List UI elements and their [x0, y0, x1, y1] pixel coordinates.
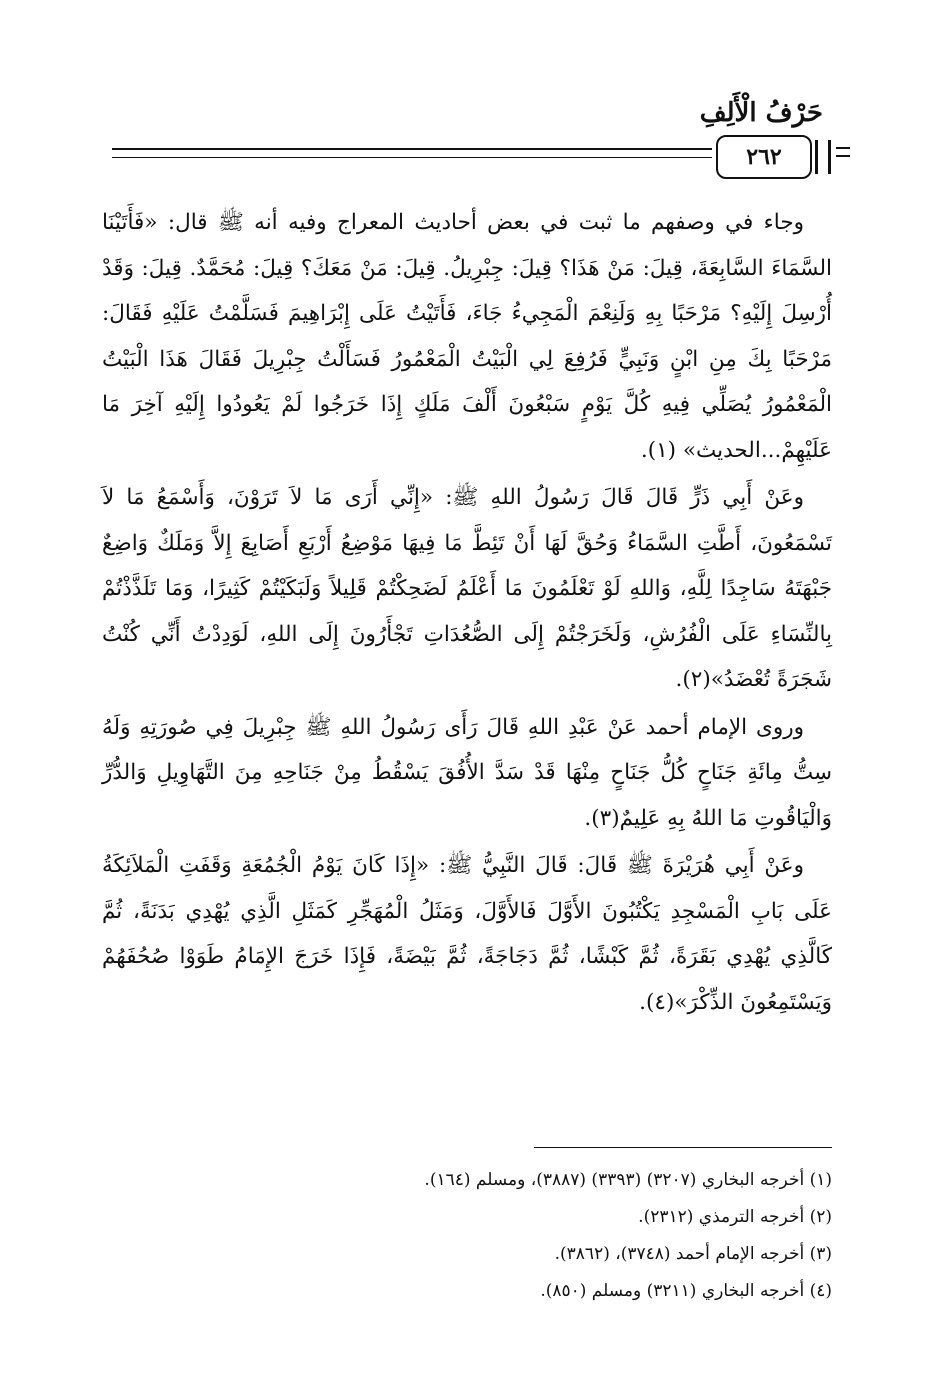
header-ornament-dash [836, 147, 850, 157]
paragraph: وعَنْ أَبِي هُرَيْرَةَ ﷺ قَالَ: قَالَ النَّبِيُّ ﷺ: «إِذَا كَانَ يَوْمُ الْجُمُعَةِ وَقَفَتِ الْمَلاَئِكَةُ عَلَى بَابِ الْمَسْجِدِ يَكْتُبُونَ الأَوَّلَ فَالأَوَّلَ، وَمَثَلُ الْمُهَجِّرِ كَمَثَلِ الَّذِي يُهْدِي بَدَنَةً، ثُمَّ كَالَّذِي يُهْدِي بَقَرَةً، ثُمَّ كَبْشًا، ثُمَّ دَجَاجَةً، ثُمَّ بَيْضَةً، فَإِذَا خَرَجَ الإِمَامُ طَوَوْا صُحُفَهُمْ وَيَسْتَمِعُونَ الذِّكْرَ»(٤). [102, 853, 832, 1015]
page-number-bars [815, 140, 831, 174]
header-rule-bottom [112, 157, 712, 158]
footnote-separator [534, 1147, 832, 1148]
running-title: حَرْفُ الْأَلِفِ [699, 98, 823, 128]
page-number: ٢٦٢ [716, 135, 812, 179]
header-rule-top [112, 148, 712, 150]
paragraph: وروى الإمام أحمد عَنْ عَبْدِ اللهِ قَالَ رَأَى رَسُولُ اللهِ ﷺ جِبْرِيلَ فِي صُورَتِهِ وَلَهُ سِتُّ مِائَةِ جَنَاحٍ كُلُّ جَنَاحٍ مِنْهَا قَدْ سَدَّ الأُفُقَ يَسْقُطُ مِنْ جَنَاحِهِ مِنَ التَّهَاوِيلِ وَالدُّرِّ وَالْيَاقُوتِ مَا اللهُ بِهِ عَلِيمٌ(٣). [102, 714, 832, 831]
paragraph: وجاء في وصفهم ما ثبت في بعض أحاديث المعراج وفيه أنه ﷺ قال: «فَأَتَيْنَا السَّمَاءَ السَّابِعَةَ، قِيلَ: مَنْ هَذَا؟ قِيلَ: جِبْرِيلُ. قِيلَ: مَنْ مَعَكَ؟ قِيلَ: مُحَمَّدٌ. قِيلَ: وَقَدْ أُرْسِلَ إِلَيْهِ؟ مَرْحَبًا بِهِ وَلَنِعْمَ الْمَجِيءُ جَاءَ، فَأَتَيْتُ عَلَى إِبْرَاهِيمَ فَسَلَّمْتُ عَلَيْهِ فَقَالَ: مَرْحَبًا بِكَ مِنِ ابْنٍ وَنَبِيٍّ فَرُفِعَ لِي الْبَيْتُ الْمَعْمُورُ فَسَأَلْتُ جِبْرِيلَ فَقَالَ هَذَا الْبَيْتُ الْمَعْمُورُ يُصَلِّي فِيهِ كُلَّ يَوْمٍ سَبْعُونَ أَلْفَ مَلَكٍ إِذَا خَرَجُوا لَمْ يَعُودُوا إِلَيْهِ آخِرَ مَا عَلَيْهِمْ...الحديث» (١). [102, 210, 832, 463]
main-text [102, 200, 832, 1027]
paragraph: وعَنْ أَبِي ذَرٍّ قَالَ قَالَ رَسُولُ اللهِ ﷺ: «إِنِّي أَرَى مَا لاَ تَرَوْنَ، وَأَسْمَعُ مَا لاَ تَسْمَعُونَ، أَطَّتِ السَّمَاءُ وَحُقَّ لَهَا أَنْ تَئِطَّ مَا فِيهَا مَوْضِعُ أَرْبَعِ أَصَابِعَ إِلاَّ وَمَلَكٌ وَاضِعٌ جَبْهَتَهُ سَاجِدًا لِلَّهِ، وَاللهِ لَوْ تَعْلَمُونَ مَا أَعْلَمُ لَضَحِكْتُمْ قَلِيلاً وَلَبَكَيْتُمْ كَثِيرًا، وَمَا تَلَذَّذْتُمْ بِالنِّسَاءِ عَلَى الْفُرُشِ، وَلَخَرَجْتُمْ إِلَى الصُّعُدَاتِ تَجْأَرُونَ إِلَى اللهِ، لَوَدِدْتُ أَنِّي كُنْتُ شَجَرَةً تُعْضَدُ»(٢). [102, 485, 832, 692]
footnote: (١) أخرجه البخاري (٣٢٠٧) (٣٣٩٣) (٣٨٨٧)، ومسلم (١٦٤). [424, 1170, 832, 1190]
footnote: (٤) أخرجه البخاري (٣٢١١) ومسلم (٨٥٠). [540, 1281, 832, 1301]
footnote: (٣) أخرجه الإمام أحمد (٣٧٤٨)، (٣٨٦٢). [554, 1244, 832, 1264]
footnote: (٢) أخرجه الترمذي (٢٣١٢). [638, 1207, 832, 1227]
footnotes [102, 1162, 832, 1310]
